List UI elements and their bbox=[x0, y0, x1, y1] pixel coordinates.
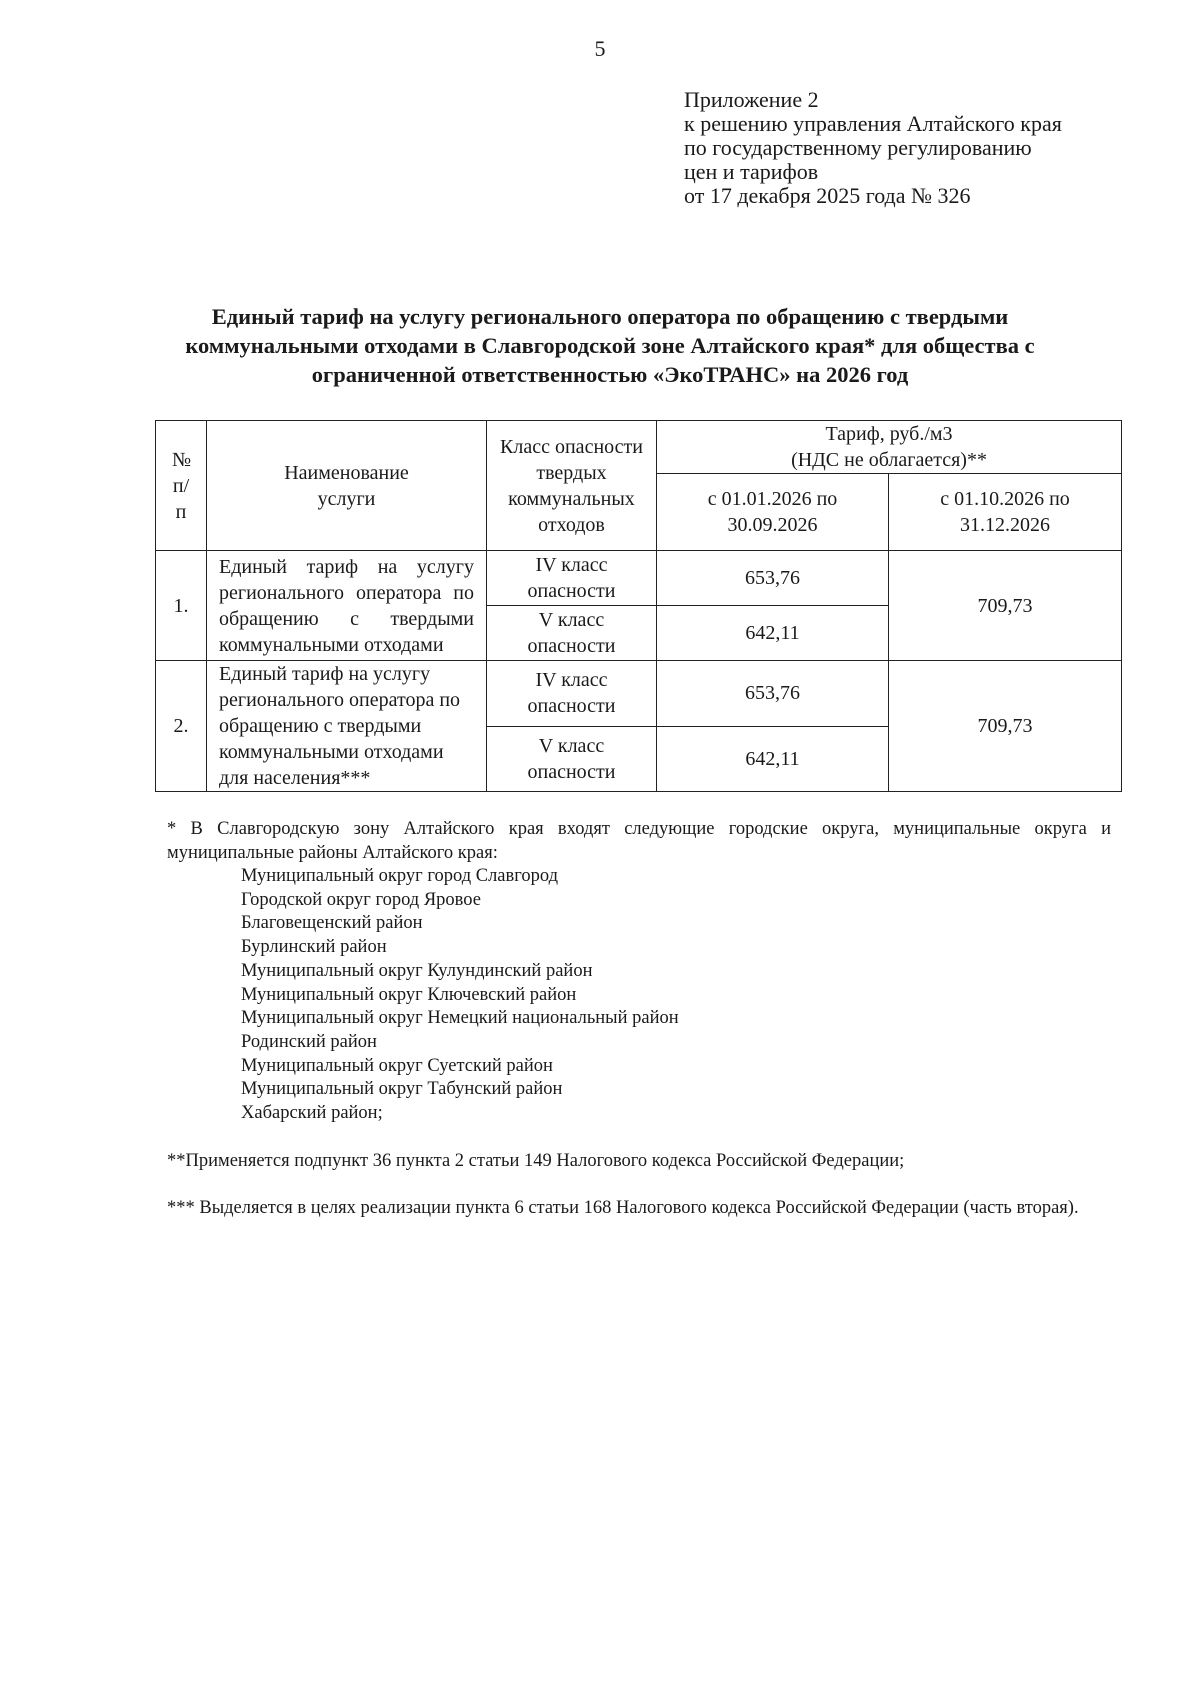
title-line: коммунальными отходами в Славгородской зоне Алтайского края* для общества с bbox=[185, 333, 1035, 358]
appendix-line: Приложение 2 bbox=[684, 87, 819, 112]
row-service: Единый тариф на услугу регионального оператора по обращению с твердыми коммунальными отходами для населения*** bbox=[207, 661, 487, 792]
title-line: ограниченной ответственностью «ЭкоТРАНС» на 2026 год bbox=[311, 362, 909, 387]
row-value: 642,11 bbox=[657, 726, 889, 792]
appendix-line: от 17 декабря 2025 года № 326 bbox=[684, 183, 971, 208]
header-period-2: с 01.10.2026 по 31.12.2026 bbox=[889, 474, 1122, 551]
district-list bbox=[241, 865, 1111, 1126]
header-service: Наименование услуги bbox=[207, 421, 487, 551]
footnote-1: * В Славгородскую зону Алтайского края входят следующие городские округа, муниципальные округа и муниципальные районы Алтайского края: bbox=[167, 819, 1111, 863]
appendix-header bbox=[684, 88, 1062, 208]
list-item: Муниципальный округ Немецкий национальный район bbox=[241, 1008, 679, 1029]
header-vat-note: (НДС не облагается)** bbox=[791, 449, 987, 471]
tariff-table bbox=[155, 420, 1122, 792]
header-hazard-class: Класс опасности твердых коммунальных отходов bbox=[487, 421, 657, 551]
header-tariff-label: Тариф, руб./м3 bbox=[825, 423, 953, 445]
appendix-line: цен и тарифов bbox=[684, 159, 819, 184]
row-number: 1. bbox=[156, 551, 207, 661]
row-value: 653,76 bbox=[657, 551, 889, 606]
document-title bbox=[140, 302, 1080, 389]
title-line: Единый тариф на услугу регионального оператора по обращению с твердыми bbox=[211, 304, 1009, 329]
list-item: Городской округ город Яровое bbox=[241, 889, 481, 910]
row-class: V класс опасности bbox=[487, 606, 657, 661]
header-number: № п/п bbox=[156, 421, 207, 551]
row-service: Единый тариф на услугу регионального оператора по обращению с твердыми коммунальными отходами bbox=[207, 551, 487, 661]
list-item: Родинский район bbox=[241, 1031, 377, 1052]
appendix-line: по государственному регулированию bbox=[684, 135, 1032, 160]
page-number: 5 bbox=[594, 36, 606, 61]
list-item: Муниципальный округ город Славгород bbox=[241, 866, 559, 886]
footnotes bbox=[167, 818, 1111, 1221]
row-class: IV класс опасности bbox=[487, 551, 657, 606]
header-tariff bbox=[657, 421, 1122, 474]
list-item: Муниципальный округ Кулундинский район bbox=[241, 960, 593, 981]
row-value-period2: 709,73 bbox=[889, 551, 1122, 661]
row-number: 2. bbox=[156, 661, 207, 792]
footnote-2: **Применяется подпункт 36 пункта 2 статьи 149 Налогового кодекса Российской Федерации; bbox=[167, 1150, 905, 1171]
row-value-period2: 709,73 bbox=[889, 661, 1122, 792]
row-class: IV класс опасности bbox=[487, 661, 657, 727]
list-item: Муниципальный округ Суетский район bbox=[241, 1055, 553, 1076]
table-row bbox=[156, 551, 1122, 606]
header-period-1: с 01.01.2026 по 30.09.2026 bbox=[657, 474, 889, 551]
row-value: 642,11 bbox=[657, 606, 889, 661]
table-row bbox=[156, 661, 1122, 727]
footnote-3: *** Выделяется в целях реализации пункта 6 статьи 168 Налогового кодекса Российской Федерации (часть вторая). bbox=[167, 1198, 1079, 1219]
row-class: V класс опасности bbox=[487, 726, 657, 792]
list-item: Муниципальный округ Ключевский район bbox=[241, 984, 577, 1005]
list-item: Бурлинский район bbox=[241, 937, 387, 958]
row-value: 653,76 bbox=[657, 661, 889, 727]
list-item: Хабарский район; bbox=[241, 1103, 383, 1124]
list-item: Муниципальный округ Табунский район bbox=[241, 1079, 563, 1100]
appendix-line: к решению управления Алтайского края bbox=[684, 111, 1062, 136]
list-item: Благовещенский район bbox=[241, 913, 423, 934]
